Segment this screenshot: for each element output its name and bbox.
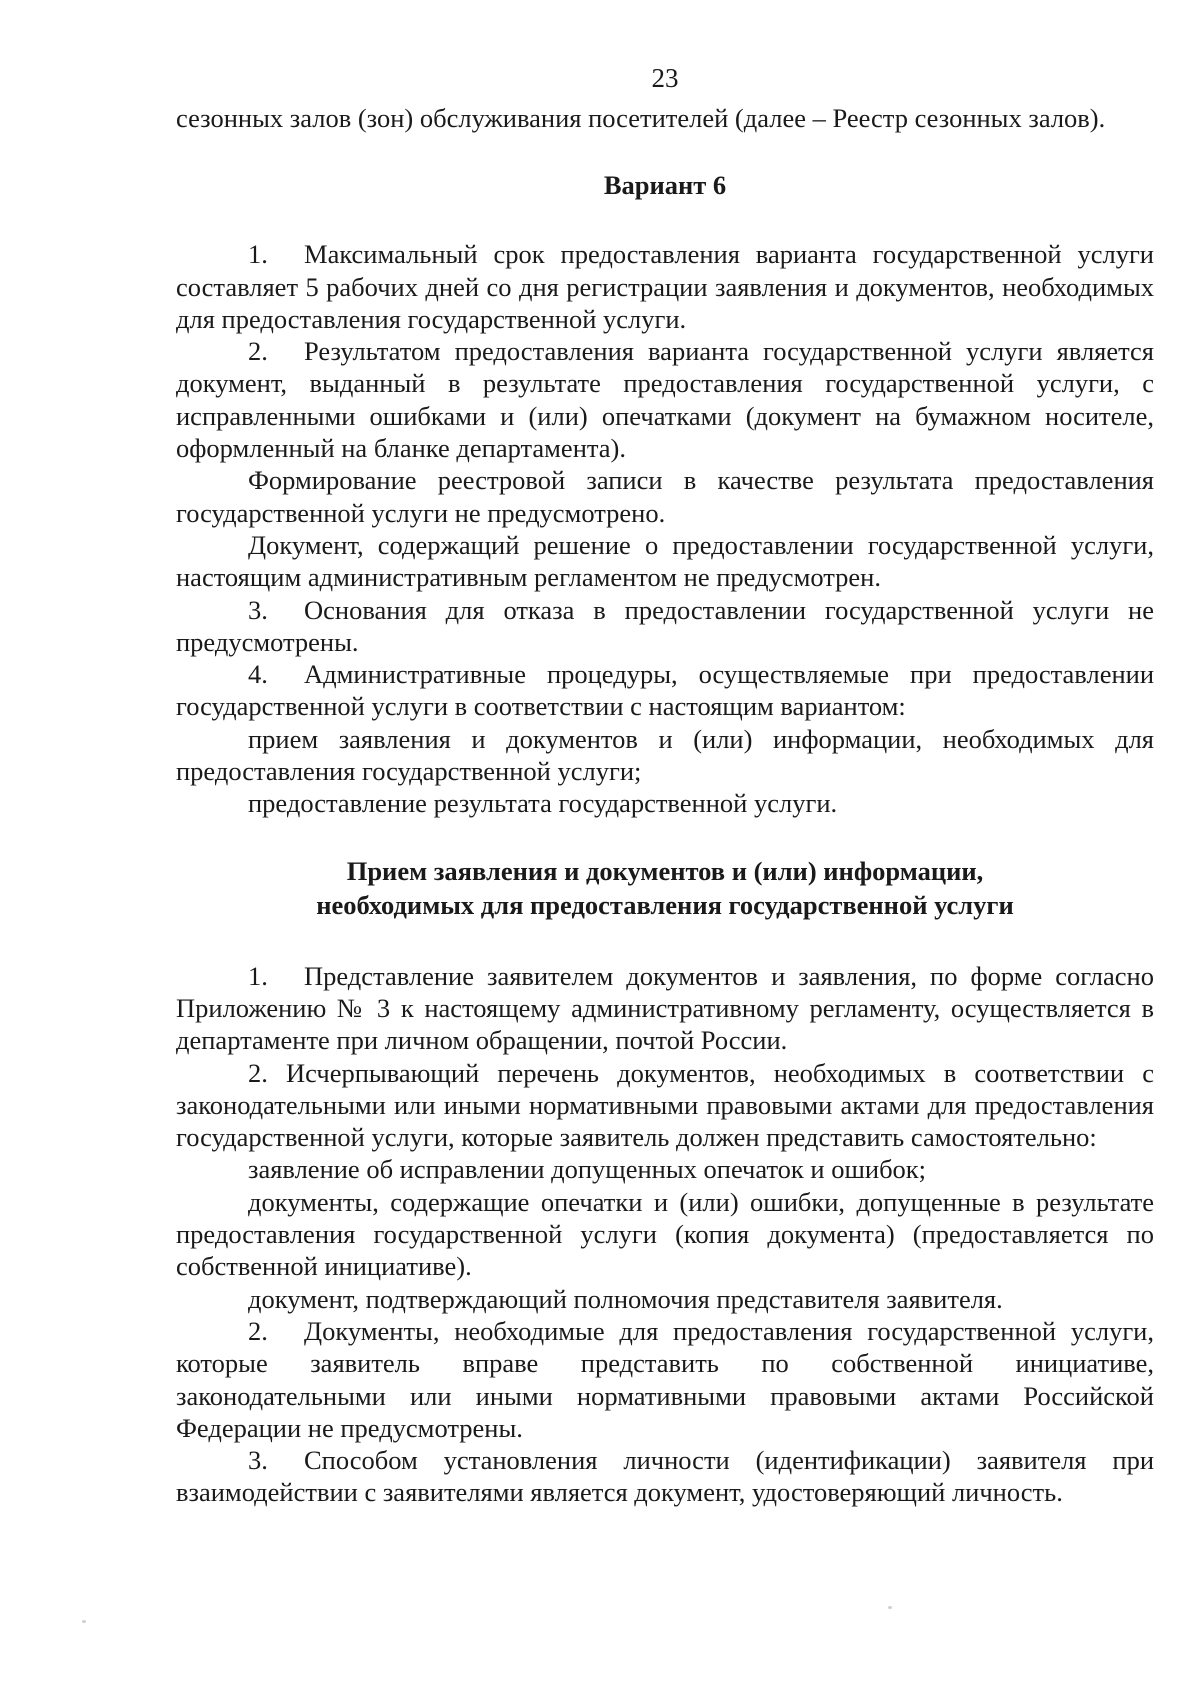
item-number: 1. xyxy=(248,960,268,991)
intake-document-authority: документ, подтверждающий полномочия представителя заявителя. xyxy=(248,1283,1003,1314)
item-number: 4. xyxy=(248,659,268,690)
variant-item-3 xyxy=(176,594,1154,659)
intake-section xyxy=(176,960,1154,1509)
section-heading-line-2: необходимых для предоставления государственной услуги xyxy=(316,889,1014,920)
item-number: 2. xyxy=(248,1315,268,1346)
scan-speck xyxy=(888,1606,892,1609)
intake-item-identification xyxy=(176,1444,1154,1509)
variant-procedure-2: предоставление результата государственной услуги. xyxy=(248,788,838,819)
intake-item-optional-docs xyxy=(176,1315,1154,1444)
variant-item-4 xyxy=(176,658,1154,723)
intake-document-errors: документы, содержащие опечатки и (или) ошибки, допущенные в результате предоставления государственной услуги (копия документа) (предоставляется по собственной инициативе). xyxy=(176,1186,1154,1282)
variant-section xyxy=(176,238,1154,819)
item-text: Способом установления личности (идентификации) заявителя при взаимодействии с заявителями является документ, удостоверяющий личность. xyxy=(176,1445,1154,1508)
section-heading xyxy=(176,854,1154,922)
item-text: Основания для отказа в предоставлении государственной услуги не предусмотрены. xyxy=(176,594,1154,657)
section-heading-line-1: Прием заявления и документов и (или) информации, xyxy=(346,855,984,886)
item-text: Результатом предоставления варианта государственной услуги является документ, выданный в результате предоставления государственной услуги, с исправленными ошибками и (или) опечатками (документ на бумажном носителе, оформленный на бланке департамента). xyxy=(176,336,1154,464)
item-text: Административные процедуры, осуществляемые при предоставлении государственной услуги в соответствии с настоящим вариантом: xyxy=(176,659,1154,722)
intro-paragraph: сезонных залов (зон) обслуживания посетителей (далее – Реестр сезонных залов). xyxy=(176,103,1106,133)
item-number: 1. xyxy=(248,239,268,270)
scan-speck xyxy=(82,1620,86,1623)
item-text: Представление заявителем документов и заявления, по форме согласно Приложению № 3 к настоящему административному регламенту, осуществляется в департаменте при личном обращении, почтой России. xyxy=(176,960,1154,1056)
page-number: 23 xyxy=(651,63,679,93)
item-number: 3. xyxy=(248,1445,268,1476)
variant-item-2 xyxy=(176,335,1154,464)
document-page xyxy=(176,60,1154,1509)
variant-paragraph-registry: Формирование реестровой записи в качестве результата предоставления государственной услуги не предусмотрено. xyxy=(176,465,1154,528)
intake-item-1 xyxy=(176,960,1154,1057)
variant-item-1 xyxy=(176,238,1154,335)
item-text: Документы, необходимые для предоставления государственной услуги, которые заявитель вправе представить по собственной инициативе, законодательными или иными нормативными правовыми актами Российской Федерации не предусмотрены. xyxy=(176,1315,1154,1443)
intake-item-2: 2. Исчерпывающий перечень документов, необходимых в соответствии с законодательными или иными нормативными правовыми актами для предоставления государственной услуги, которые заявитель должен представить самостоятельно: xyxy=(176,1057,1154,1153)
item-text: Максимальный срок предоставления варианта государственной услуги составляет 5 рабочих дней со дня регистрации заявления и документов, необходимых для предоставления государственной услуги. xyxy=(176,239,1154,334)
variant-paragraph-decision: Документ, содержащий решение о предоставлении государственной услуги, настоящим административным регламентом не предусмотрен. xyxy=(176,529,1154,593)
item-number: 2. xyxy=(248,336,268,367)
intake-document-application: заявление об исправлении допущенных опечаток и ошибок; xyxy=(248,1154,927,1185)
item-number: 3. xyxy=(248,594,268,625)
variant-heading: Вариант 6 xyxy=(603,170,727,201)
variant-procedure-1: прием заявления и документов и (или) информации, необходимых для предоставления государственной услуги; xyxy=(176,723,1154,787)
